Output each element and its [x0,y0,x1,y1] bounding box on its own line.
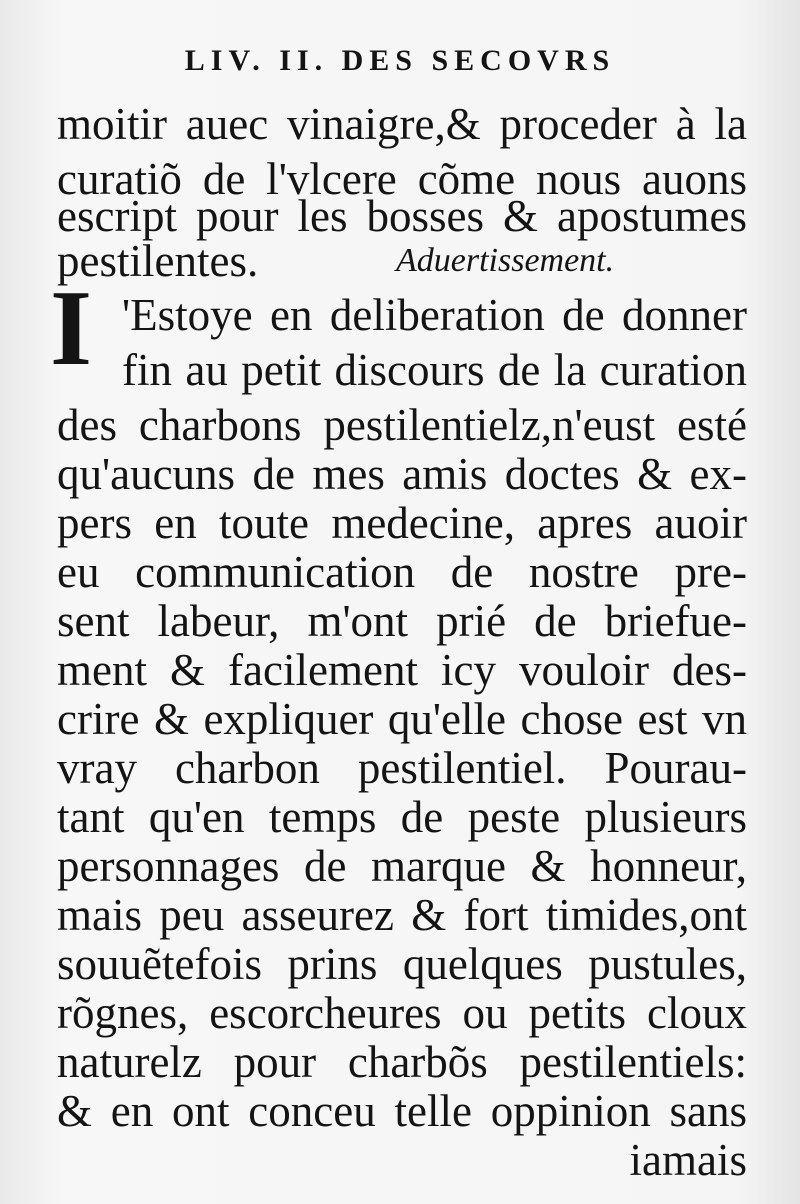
text-line-1: moitir auec vinaigre,& proceder à la [57,99,747,149]
body-line-11: mais peu asseurez & fort timides,ont [57,890,747,940]
running-head: LIV. II. DES SECOVRS [184,44,616,77]
body-line-10: personnages de marque & honneur, [57,841,747,891]
side-heading: Aduertissement. [396,242,615,279]
body-line-12: souuẽtefois prins quelques pustules, [57,939,747,989]
body-line-15: & en ont conceu telle oppinion sans [57,1086,747,1136]
drop-cap: I [50,269,93,388]
body-line-13: rõgnes, escorcheures ou petits cloux [57,988,747,1038]
text-line-2: curatiõ de l'vlcere cõme nous auons [57,154,747,204]
paragraph-line-1: 'Estoye en deliberation de donner [122,290,747,340]
body-line-3: pers en toute medecine, apres auoir [57,498,747,548]
body-line-1: des charbons pestilentielz,n'eust esté [57,400,747,450]
body-line-14: naturelz pour charbõs pestilentiels: [57,1037,747,1087]
body-line-9: tant qu'en temps de peste plusieurs [57,792,747,842]
body-line-6: ment & facilement icy vouloir des- [57,645,747,695]
text-line-3: escript pour les bosses & apostumes [57,191,747,241]
body-line-5: sent labeur, m'ont prié de briefue- [57,596,747,646]
body-line-7: crire & expliquer qu'elle chose est vn [57,694,747,744]
body-line-8: vray charbon pestilentiel. Pourau- [57,743,747,793]
text-line-4: pestilentes. [57,236,259,286]
body-line-2: qu'aucuns de mes amis doctes & ex- [57,449,747,499]
catchword: iamais [629,1135,747,1185]
body-line-4: eu communication de nostre pre- [57,547,747,597]
paragraph-line-2: fin au petit discours de la curation [122,345,747,395]
